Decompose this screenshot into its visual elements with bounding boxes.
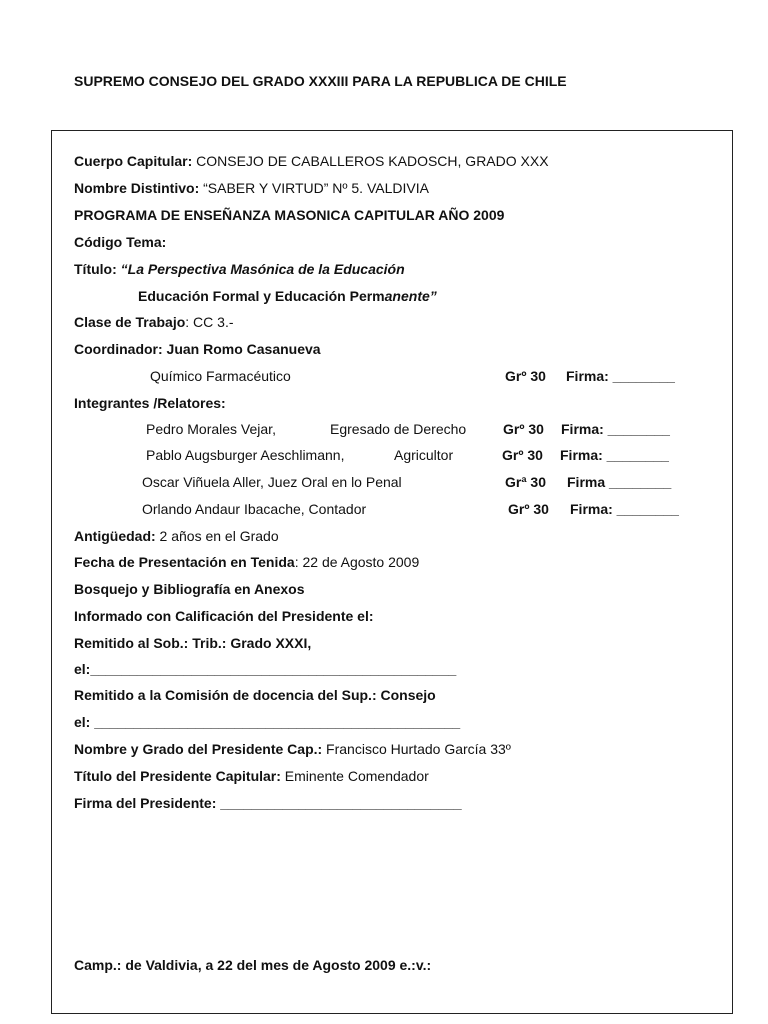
coordinador-profession: Químico Farmacéutico bbox=[150, 368, 291, 384]
integrante-name: Pedro Morales Vejar, bbox=[146, 421, 276, 437]
nombre-distintivo-line bbox=[74, 179, 429, 197]
titulo-value-line1: “La Perspectiva Masónica de la Educación bbox=[120, 261, 405, 277]
integrante-detail: Agricultor bbox=[394, 447, 454, 463]
integrante-grade: Grª 30 bbox=[505, 474, 546, 490]
integrantes-label: Integrantes /Relatores: bbox=[74, 395, 226, 411]
bosquejo-line: Bosquejo y Bibliografía en Anexos bbox=[74, 581, 305, 597]
programa-title: PROGRAMA DE ENSEÑANZA MASONICA CAPITULAR AÑO 2009 bbox=[74, 207, 505, 223]
integrante-name: Oscar Viñuela Aller, Juez Oral en lo Penal bbox=[142, 474, 402, 490]
titulo-presidente-label: Título del Presidente Capitular: bbox=[74, 768, 281, 784]
titulo-value-line2a: Educación Formal y Educación Perm bbox=[138, 288, 385, 304]
cuerpo-capitular-label: Cuerpo Capitular: bbox=[74, 153, 193, 169]
titulo-line bbox=[74, 260, 405, 278]
titulo-label: Título: bbox=[74, 261, 121, 277]
titulo-value-line2b: anente” bbox=[384, 288, 437, 304]
integrante-firma: Firma: ________ bbox=[561, 421, 670, 437]
integrante-grade: Grº 30 bbox=[503, 421, 544, 437]
clase-trabajo-label: Clase de Trabajo bbox=[74, 314, 186, 330]
integrante-firma: Firma ________ bbox=[567, 474, 672, 490]
remitido-sob-line: Remitido al Sob.: Trib.: Grado XXXI, bbox=[74, 635, 312, 651]
camp-line: Camp.: de Valdivia, a 22 del mes de Agosto 2009 e.:v.: bbox=[74, 957, 432, 973]
cuerpo-capitular-line bbox=[74, 152, 549, 170]
presidente-value: Francisco Hurtado García 33º bbox=[322, 741, 511, 757]
antiguedad-label: Antigüedad: bbox=[74, 528, 156, 544]
fecha-line bbox=[74, 553, 419, 571]
titulo-line2 bbox=[138, 287, 437, 305]
antiguedad-value: 2 años en el Grado bbox=[155, 528, 279, 544]
nombre-distintivo-label: Nombre Distintivo: bbox=[74, 180, 200, 196]
remitido-comision-line: Remitido a la Comisión de docencia del Sup.: Consejo bbox=[74, 687, 436, 703]
clase-trabajo-line bbox=[74, 313, 234, 331]
presidente-line bbox=[74, 740, 511, 758]
integrante-detail: Egresado de Derecho bbox=[330, 421, 467, 437]
integrante-firma: Firma: ________ bbox=[560, 447, 669, 463]
integrante-name: Orlando Andaur Ibacache, Contador bbox=[142, 501, 367, 517]
antiguedad-line bbox=[74, 527, 279, 545]
coordinador-firma: Firma: ________ bbox=[566, 368, 675, 384]
nombre-distintivo-value: “SABER Y VIRTUD” Nº 5. VALDIVIA bbox=[199, 180, 429, 196]
titulo-presidente-line bbox=[74, 767, 429, 785]
titulo-presidente-value: Eminente Comendador bbox=[280, 768, 429, 784]
document-header: SUPREMO CONSEJO DEL GRADO XXXIII PARA LA REPUBLICA DE CHILE bbox=[74, 73, 567, 89]
integrante-firma: Firma: ________ bbox=[570, 501, 679, 517]
coordinador-label: Coordinador: Juan Romo Casanueva bbox=[74, 341, 321, 357]
codigo-tema-label: Código Tema: bbox=[74, 234, 167, 250]
fecha-label: Fecha de Presentación en Tenida bbox=[74, 554, 295, 570]
el-line-2: el: _______________________________________________ bbox=[74, 714, 461, 730]
fecha-value: : 22 de Agosto 2009 bbox=[294, 554, 420, 570]
el-line-1: el:_______________________________________________ bbox=[74, 661, 457, 677]
presidente-label: Nombre y Grado del Presidente Cap.: bbox=[74, 741, 323, 757]
coordinador-grade: Grº 30 bbox=[505, 368, 546, 384]
integrante-grade: Grº 30 bbox=[508, 501, 549, 517]
cuerpo-capitular-value: CONSEJO DE CABALLEROS KADOSCH, GRADO XXX bbox=[192, 153, 549, 169]
integrante-grade: Grº 30 bbox=[502, 447, 543, 463]
clase-trabajo-value: : CC 3.- bbox=[185, 314, 234, 330]
informado-line: Informado con Calificación del Presidente el: bbox=[74, 608, 374, 624]
firma-presidente-line: Firma del Presidente: _______________________________ bbox=[74, 795, 462, 811]
integrante-name: Pablo Augsburger Aeschlimann, bbox=[146, 447, 345, 463]
